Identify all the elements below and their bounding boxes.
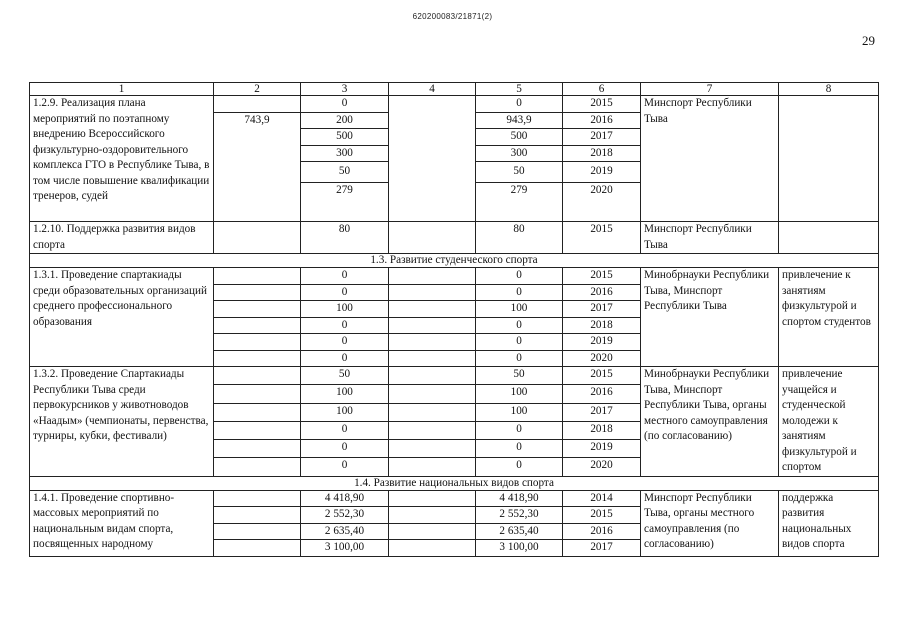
cell-amount: 0 bbox=[301, 317, 389, 334]
cell-amount: 500 bbox=[301, 129, 389, 146]
expected-result: привлечение к занятиям физкультурой и спортом студентов bbox=[779, 268, 879, 367]
cell-amount: 279 bbox=[476, 183, 563, 222]
cell-amount: 2 552,30 bbox=[301, 507, 389, 524]
cell-year: 2019 bbox=[563, 334, 641, 351]
cell-empty bbox=[389, 540, 476, 557]
cell-amount: 50 bbox=[476, 367, 563, 385]
cell-amount: 0 bbox=[476, 96, 563, 113]
measure-name: 1.3.2. Проведение Спартакиады Республики Тыва среди первокурсников у животноводов «Наадым» (чемпионаты, первенства, турниры, кубки, фестивали) bbox=[30, 367, 214, 477]
cell-year: 2017 bbox=[563, 129, 641, 146]
cell-empty bbox=[779, 96, 879, 222]
cell-year: 2018 bbox=[563, 317, 641, 334]
expected-result: привлечение учащейся и студенческой молодежи к занятиям физкультурой и спортом bbox=[779, 367, 879, 477]
cell-empty bbox=[389, 268, 476, 285]
cell-amount: 0 bbox=[301, 334, 389, 351]
cell-empty bbox=[214, 96, 301, 113]
column-header: 1 bbox=[30, 83, 214, 96]
cell-empty bbox=[214, 523, 301, 540]
cell-empty bbox=[214, 403, 301, 421]
cell-amount: 100 bbox=[301, 403, 389, 421]
cell-year: 2015 bbox=[563, 222, 641, 254]
cell-amount: 0 bbox=[476, 440, 563, 458]
cell-amount: 100 bbox=[476, 385, 563, 403]
cell-amount: 279 bbox=[301, 183, 389, 222]
cell-empty bbox=[214, 334, 301, 351]
cell-year: 2016 bbox=[563, 112, 641, 129]
cell-amount: 2 552,30 bbox=[476, 507, 563, 524]
cell-empty bbox=[214, 301, 301, 318]
cell-year: 2016 bbox=[563, 385, 641, 403]
cell-empty bbox=[214, 385, 301, 403]
cell-year: 2017 bbox=[563, 403, 641, 421]
cell-amount: 100 bbox=[476, 403, 563, 421]
table-row bbox=[30, 490, 879, 507]
measure-name: 1.3.1. Проведение спартакиады среди образовательных организаций среднего профессионального образования bbox=[30, 268, 214, 367]
cell-empty bbox=[214, 317, 301, 334]
cell-empty bbox=[214, 458, 301, 476]
cell-year: 2016 bbox=[563, 523, 641, 540]
cell-empty bbox=[389, 403, 476, 421]
cell-empty bbox=[389, 96, 476, 222]
cell-amount: 2 635,40 bbox=[476, 523, 563, 540]
cell-empty bbox=[214, 507, 301, 524]
cell-amount: 0 bbox=[476, 284, 563, 301]
responsible: Минобрнауки Республики Тыва, Минспорт Республики Тыва, органы местного самоуправления (по согласованию) bbox=[641, 367, 779, 477]
cell-year: 2017 bbox=[563, 301, 641, 318]
cell-amount: 200 bbox=[301, 112, 389, 129]
measure-name: 1.2.9. Реализация плана мероприятий по поэтапному внедрению Всероссийского физкультурно-оздоровительного комплекса ГТО в Республике Тыва, в том числе повышение квалификации тренеров, судей bbox=[30, 96, 214, 222]
cell-empty bbox=[214, 440, 301, 458]
page-number: 29 bbox=[862, 33, 875, 48]
measure-name: 1.4.1. Проведение спортивно-массовых мероприятий по национальным видам спорта, посвященных народному bbox=[30, 490, 214, 556]
cell-empty bbox=[214, 490, 301, 507]
cell-empty bbox=[389, 317, 476, 334]
cell-amount: 4 418,90 bbox=[301, 490, 389, 507]
program-table bbox=[29, 82, 879, 557]
cell-empty bbox=[214, 367, 301, 385]
responsible: Минспорт Республики Тыва bbox=[641, 222, 779, 254]
cell-empty bbox=[389, 222, 476, 254]
column-number-row bbox=[30, 83, 879, 96]
cell-amount: 100 bbox=[301, 301, 389, 318]
cell-empty bbox=[389, 507, 476, 524]
cell-empty bbox=[389, 440, 476, 458]
column-header: 6 bbox=[563, 83, 641, 96]
cell-year: 2015 bbox=[563, 96, 641, 113]
cell-amount: 4 418,90 bbox=[476, 490, 563, 507]
cell-amount: 943,9 bbox=[476, 112, 563, 129]
cell-amount: 0 bbox=[301, 458, 389, 476]
cell-year: 2018 bbox=[563, 145, 641, 162]
cell-empty bbox=[214, 268, 301, 285]
cell-empty bbox=[389, 301, 476, 318]
cell-amount: 0 bbox=[301, 96, 389, 113]
cell-amount: 80 bbox=[301, 222, 389, 254]
cell-empty bbox=[214, 421, 301, 439]
cell-amount: 0 bbox=[476, 458, 563, 476]
cell-year: 2020 bbox=[563, 458, 641, 476]
cell-empty bbox=[779, 222, 879, 254]
cell-year: 2018 bbox=[563, 421, 641, 439]
cell-amount: 0 bbox=[301, 440, 389, 458]
cell-amount: 3 100,00 bbox=[476, 540, 563, 557]
cell-year: 2015 bbox=[563, 268, 641, 285]
cell-amount: 0 bbox=[476, 334, 563, 351]
cell-amount: 50 bbox=[301, 367, 389, 385]
section-row bbox=[30, 476, 879, 490]
cell-year: 2020 bbox=[563, 350, 641, 367]
cell-amount: 300 bbox=[301, 145, 389, 162]
cell-amount: 3 100,00 bbox=[301, 540, 389, 557]
table-row bbox=[30, 222, 879, 254]
cell-amount: 0 bbox=[301, 268, 389, 285]
cell-empty bbox=[214, 284, 301, 301]
section-title: 1.3. Развитие студенческого спорта bbox=[30, 254, 879, 268]
cell-empty bbox=[389, 490, 476, 507]
cell-amount: 0 bbox=[476, 350, 563, 367]
cell-year: 2016 bbox=[563, 284, 641, 301]
cell-amount: 0 bbox=[301, 350, 389, 367]
cell-year: 2019 bbox=[563, 162, 641, 183]
cell-amount: 300 bbox=[476, 145, 563, 162]
cell-amount: 0 bbox=[476, 421, 563, 439]
section-row bbox=[30, 254, 879, 268]
measure-name: 1.2.10. Поддержка развития видов спорта bbox=[30, 222, 214, 254]
cell-empty bbox=[214, 222, 301, 254]
cell-year: 2020 bbox=[563, 183, 641, 222]
cell-empty bbox=[389, 350, 476, 367]
cell-year: 2015 bbox=[563, 367, 641, 385]
cell-amount: 50 bbox=[476, 162, 563, 183]
cell-amount: 50 bbox=[301, 162, 389, 183]
column-header: 5 bbox=[476, 83, 563, 96]
cell-empty bbox=[214, 540, 301, 557]
cell-empty bbox=[389, 334, 476, 351]
column-header: 3 bbox=[301, 83, 389, 96]
responsible: Минспорт Республики Тыва bbox=[641, 96, 779, 222]
cell-amount: 2 635,40 bbox=[301, 523, 389, 540]
cell-amount: 80 bbox=[476, 222, 563, 254]
column-header: 8 bbox=[779, 83, 879, 96]
cell-empty bbox=[389, 367, 476, 385]
cell-empty bbox=[214, 350, 301, 367]
cell-amount: 100 bbox=[476, 301, 563, 318]
cell-year: 2014 bbox=[563, 490, 641, 507]
cell-year: 2017 bbox=[563, 540, 641, 557]
cell-amount: 0 bbox=[301, 421, 389, 439]
responsible: Минспорт Республики Тыва, органы местного самоуправления (по согласованию) bbox=[641, 490, 779, 556]
cell-empty bbox=[389, 458, 476, 476]
cell-empty bbox=[389, 421, 476, 439]
column-header: 2 bbox=[214, 83, 301, 96]
responsible: Минобрнауки Республики Тыва, Минспорт Республики Тыва bbox=[641, 268, 779, 367]
cell-year: 2019 bbox=[563, 440, 641, 458]
expected-result: поддержка развития национальных видов спорта bbox=[779, 490, 879, 556]
cell-amount: 0 bbox=[476, 317, 563, 334]
document-id: 620200083/21871(2) bbox=[412, 12, 493, 21]
cell-empty bbox=[389, 284, 476, 301]
column-header: 7 bbox=[641, 83, 779, 96]
table-row bbox=[30, 367, 879, 385]
cell-amount: 743,9 bbox=[214, 112, 301, 222]
cell-empty bbox=[389, 523, 476, 540]
cell-amount: 100 bbox=[301, 385, 389, 403]
table-row bbox=[30, 96, 879, 113]
cell-amount: 500 bbox=[476, 129, 563, 146]
cell-year: 2015 bbox=[563, 507, 641, 524]
column-header: 4 bbox=[389, 83, 476, 96]
table-row bbox=[30, 268, 879, 285]
cell-amount: 0 bbox=[476, 268, 563, 285]
section-title: 1.4. Развитие национальных видов спорта bbox=[30, 476, 879, 490]
cell-empty bbox=[389, 385, 476, 403]
cell-amount: 0 bbox=[301, 284, 389, 301]
